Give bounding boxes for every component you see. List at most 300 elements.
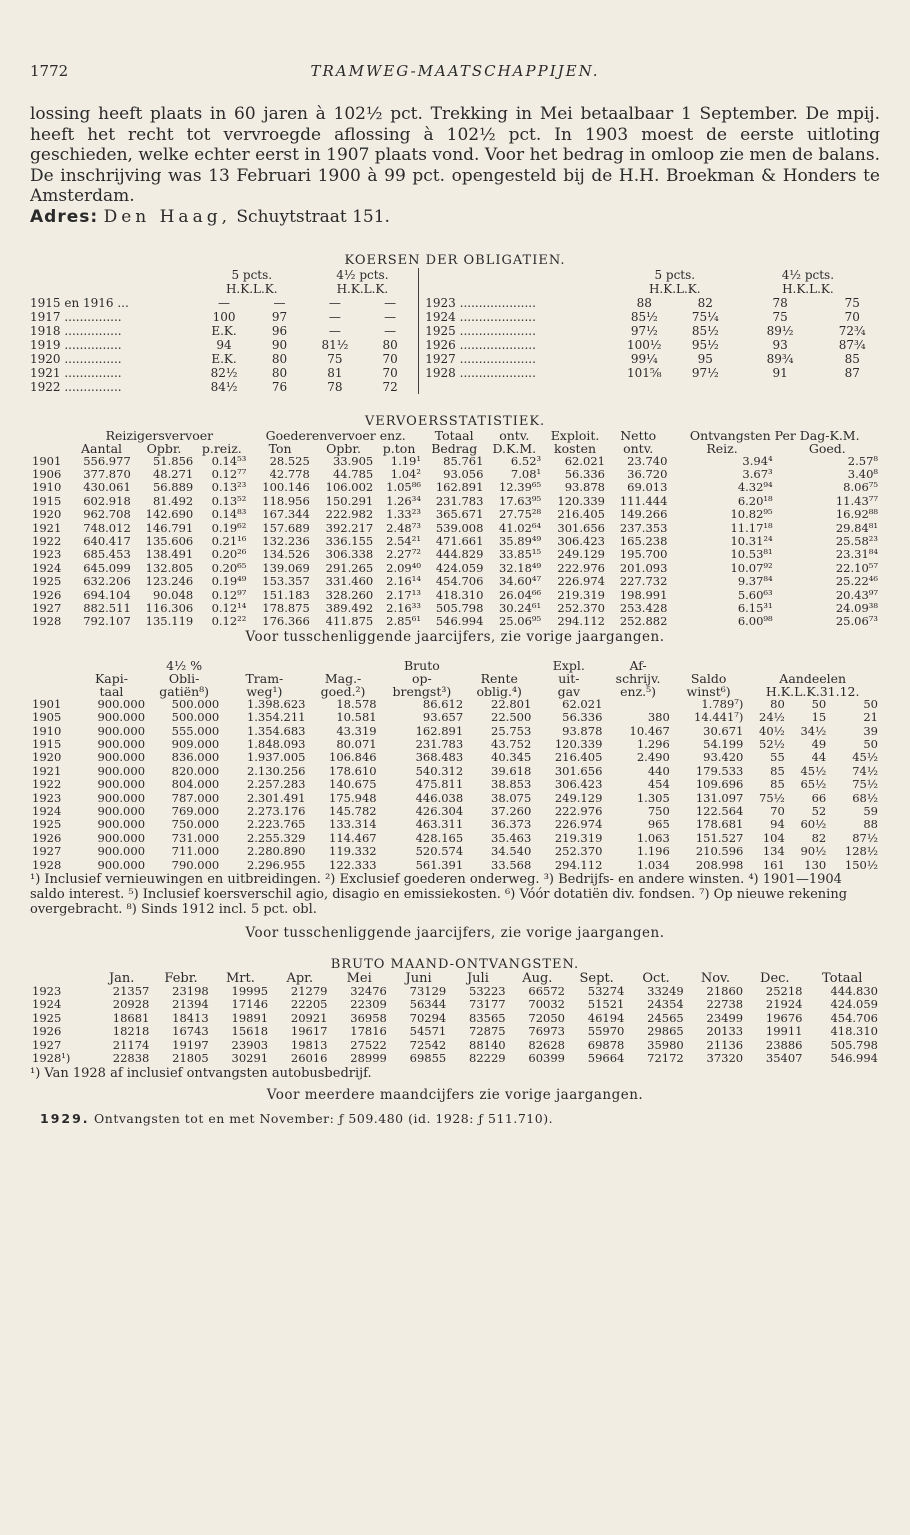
table-row <box>30 859 880 872</box>
table-cell: 2.16¹⁴ <box>386 574 421 589</box>
table-cell: 52½ <box>759 737 785 751</box>
table-cell: 711.000 <box>171 844 220 859</box>
table-row <box>30 602 880 615</box>
table-cell: 331.460 <box>325 574 374 589</box>
table-cell: 12.39⁶⁵ <box>498 480 542 495</box>
table-cell: 294.112 <box>554 857 603 872</box>
koersen-cell: — <box>328 309 341 324</box>
running-title: TRAMWEG-MAATSCHAPPIJEN. <box>310 62 600 80</box>
koersen-left-group-1: 5 pcts. <box>231 267 273 282</box>
table-cell: 900.000 <box>97 857 146 872</box>
table-cell: 632.206 <box>83 574 131 589</box>
maand-header: Juni <box>405 971 432 987</box>
table-cell: 28999 <box>350 1051 387 1066</box>
table-cell: 69.013 <box>627 480 668 495</box>
table-cell: 520.574 <box>415 844 464 859</box>
table-cell: 1920 <box>32 750 62 765</box>
vervoer-subheader: Ton <box>268 440 292 456</box>
table-cell: 2.301.491 <box>246 790 306 805</box>
table-cell: 21394 <box>172 997 209 1012</box>
table-cell: 10.53⁸¹ <box>730 547 773 562</box>
table-cell: 34.540 <box>491 844 532 859</box>
table-cell: 1926 <box>32 830 62 845</box>
table-cell: 24.09³⁸ <box>835 600 878 615</box>
table-cell: 909.000 <box>171 737 220 751</box>
table-cell: 426.304 <box>415 804 464 819</box>
table-cell: 1901 <box>32 696 62 711</box>
koersen-sub-3: H.K.L.K. <box>648 281 701 296</box>
table-cell: 0.20²⁶ <box>211 547 247 562</box>
kapitaal-header <box>30 672 76 685</box>
table-cell: 2.17¹³ <box>386 587 421 602</box>
table-cell: 208.998 <box>695 857 744 872</box>
maand-header: Mrt. <box>225 971 255 987</box>
table-cell: 162.891 <box>435 480 484 495</box>
table-cell: 21357 <box>112 984 150 999</box>
table-cell: 120.339 <box>554 737 603 751</box>
table-cell: 0.14⁵³ <box>211 453 247 468</box>
table-row <box>30 792 880 805</box>
table-cell: 22.10⁵⁷ <box>835 560 878 575</box>
table-cell: 882.511 <box>83 600 131 615</box>
kapitaal-header: brengst³) <box>392 683 452 699</box>
table-cell: 430.061 <box>83 480 131 495</box>
table-cell: 900.000 <box>97 830 146 845</box>
table-cell: 336.155 <box>325 533 374 548</box>
table-cell: 505.798 <box>435 600 484 615</box>
table-cell: 15 <box>811 710 827 725</box>
vervoer-subheader: Bedrag <box>431 440 478 456</box>
table-cell: 540.312 <box>415 763 464 778</box>
table-cell: 1928 <box>32 857 62 872</box>
maand-table <box>30 972 880 1065</box>
table-cell: 65½ <box>800 777 827 792</box>
kapitaal-header: taal <box>99 683 124 699</box>
table-cell: 226.974 <box>554 817 603 832</box>
table-cell: 44 <box>811 750 827 765</box>
table-cell: 555.000 <box>171 723 220 738</box>
maand-header: Febr. <box>164 971 198 987</box>
koersen-section <box>30 253 880 394</box>
kapitaal-header: Bruto <box>403 657 440 673</box>
table-cell: 132.805 <box>145 560 194 575</box>
koersen-cell: 84½ <box>210 379 238 394</box>
table-row <box>30 845 880 858</box>
table-cell: 291.265 <box>325 560 374 575</box>
table-cell: 19676 <box>765 1010 803 1025</box>
table-cell: 75½ <box>852 777 878 792</box>
table-cell: 46194 <box>587 1010 625 1025</box>
table-cell: 90.048 <box>152 587 194 602</box>
koersen-separator <box>418 380 425 394</box>
table-cell: 900.000 <box>97 696 146 711</box>
table-cell: 70032 <box>528 997 565 1012</box>
kapitaal-header <box>221 659 307 672</box>
vervoer-subheader: ontv. <box>623 440 654 456</box>
table-cell: 1921 <box>32 763 62 778</box>
table-cell: 22.801 <box>491 696 532 711</box>
table-cell: 62.021 <box>564 453 605 468</box>
vervoer-h-reizigers: Reizigersvervoer <box>105 427 214 443</box>
table-cell: 109.696 <box>695 777 744 792</box>
table-cell: 123.246 <box>145 574 194 589</box>
koersen-cell: 88 <box>636 295 652 310</box>
table-cell: 23.740 <box>627 453 668 468</box>
table-cell: 750 <box>647 804 670 819</box>
table-cell: 25.06⁹⁵ <box>498 614 542 629</box>
table-cell: 2.255.329 <box>246 830 306 845</box>
table-cell: 2.57⁸ <box>847 453 878 468</box>
table-cell: 93.056 <box>443 466 484 481</box>
table-cell: 475.811 <box>415 777 464 792</box>
kapitaal-header: goed.²) <box>320 683 366 699</box>
table-cell: 106.002 <box>325 480 374 495</box>
vervoer-subheader: Opbr. <box>326 440 361 456</box>
table-cell: 787.000 <box>171 790 220 805</box>
table-cell: 365.671 <box>435 507 484 522</box>
table-cell: 392.217 <box>325 520 374 535</box>
table-cell: 21805 <box>172 1051 209 1066</box>
table-cell: 30.24⁶¹ <box>498 600 542 615</box>
table-row <box>30 589 880 602</box>
table-cell: 1926 <box>32 587 62 602</box>
koersen-cell: 97 <box>271 309 288 324</box>
kapitaal-header: weg¹) <box>246 683 283 699</box>
table-cell: 134.526 <box>262 547 310 562</box>
table-cell: 1.354.211 <box>246 710 306 725</box>
kapitaal-header <box>745 659 880 672</box>
table-cell: 1928¹) <box>32 1051 71 1066</box>
table-cell: 43.752 <box>491 737 532 751</box>
table-cell: 237.353 <box>619 520 668 535</box>
table-cell: 74½ <box>852 763 878 778</box>
table-cell: 424.059 <box>435 560 484 575</box>
table-cell: 1910 <box>32 723 62 738</box>
koersen-year: 1925 .................... <box>425 323 536 338</box>
table-cell: 25.22⁴⁶ <box>835 574 878 589</box>
table-cell: 50 <box>863 696 878 711</box>
table-cell: 731.000 <box>171 830 220 845</box>
table-cell: 3.94⁴ <box>742 453 773 468</box>
koersen-cell: — <box>328 323 341 338</box>
koersen-row <box>30 324 880 338</box>
koersen-row <box>30 296 880 310</box>
table-cell: 1927 <box>32 600 62 615</box>
table-cell: 10.31²⁴ <box>730 533 773 548</box>
table-cell: 505.798 <box>830 1037 878 1052</box>
table-row <box>30 698 880 711</box>
table-cell: 226.974 <box>557 574 605 589</box>
table-cell: 55970 <box>587 1024 625 1039</box>
koersen-left-group-2: 4½ pcts. <box>336 267 389 282</box>
kapitaal-header: oblig.⁴) <box>476 683 522 699</box>
koersen-year: 1926 .................... <box>425 337 536 352</box>
table-cell: 142.690 <box>145 507 194 522</box>
table-cell: 32476 <box>350 984 387 999</box>
table-cell: 150½ <box>844 857 878 872</box>
table-cell: 561.391 <box>415 857 464 872</box>
koersen-cell: — <box>273 295 286 310</box>
table-cell: 68½ <box>852 790 878 805</box>
table-cell: 222.976 <box>554 804 603 819</box>
kapitaal-header: Af- <box>629 657 647 673</box>
table-cell: 88140 <box>469 1037 506 1052</box>
closing-line <box>30 1111 880 1126</box>
koersen-cell: 87¾ <box>838 337 866 352</box>
koersen-cell: — <box>384 323 397 338</box>
table-cell: 1924 <box>32 560 62 575</box>
table-cell: 2.09⁴⁰ <box>386 560 421 575</box>
table-cell: 21279 <box>290 984 328 999</box>
table-cell: 80 <box>770 696 785 711</box>
table-cell: 34½ <box>800 723 827 738</box>
table-cell: 50 <box>811 696 827 711</box>
koersen-cell: 97½ <box>630 323 658 338</box>
koersen-cell: 94 <box>216 337 232 352</box>
table-cell: 1910 <box>32 480 62 495</box>
table-cell: 40½ <box>759 723 785 738</box>
table-cell: 45½ <box>800 763 827 778</box>
table-cell: 54.199 <box>703 737 744 751</box>
kapitaal-table <box>30 659 880 872</box>
koersen-cell: 89¾ <box>766 351 794 366</box>
table-cell: 2.48⁷³ <box>386 520 421 535</box>
table-cell: 14.441⁷) <box>694 710 744 725</box>
table-cell: 4.32⁹⁴ <box>737 480 773 495</box>
table-cell: 35.89⁴⁹ <box>498 533 542 548</box>
table-cell: 15618 <box>231 1024 269 1039</box>
kapitaal-header: Obli- <box>168 670 200 686</box>
table-cell: 962.708 <box>83 507 131 522</box>
table-cell: 20133 <box>706 1024 744 1039</box>
koersen-cell: E.K. <box>211 323 237 338</box>
table-cell: 19813 <box>290 1037 328 1052</box>
table-cell: 88 <box>863 817 878 832</box>
table-cell: 19891 <box>231 1010 269 1025</box>
table-cell: 306.423 <box>557 533 605 548</box>
table-cell: 59 <box>863 804 878 819</box>
vervoer-subheader <box>30 442 70 455</box>
kapitaal-header: H.K.L.K.31.12. <box>765 683 860 699</box>
koersen-cell: 87 <box>844 365 860 380</box>
table-cell: 2.273.176 <box>246 804 306 819</box>
table-cell: 377.870 <box>83 466 131 481</box>
table-cell: 645.099 <box>83 560 131 575</box>
table-cell: 1921 <box>32 520 62 535</box>
table-cell: 25.58²³ <box>835 533 878 548</box>
koersen-cell: 78 <box>772 295 788 310</box>
table-cell: 10.82⁹⁵ <box>730 507 773 522</box>
table-cell: 50 <box>863 737 878 751</box>
table-cell: 130 <box>804 857 827 872</box>
table-cell: 1.063 <box>636 830 670 845</box>
table-cell: 53223 <box>469 984 506 999</box>
table-cell: 2.27⁷² <box>386 547 421 562</box>
table-cell: 19197 <box>172 1037 209 1052</box>
table-cell: 1.398.623 <box>246 696 306 711</box>
table-cell: 1923 <box>32 790 62 805</box>
table-cell: 38.075 <box>491 790 532 805</box>
kapitaal-header-row <box>30 659 880 672</box>
table-cell: 227.732 <box>619 574 668 589</box>
table-row <box>30 522 880 535</box>
table-cell: 0.12⁹⁷ <box>211 587 247 602</box>
table-cell: 900.000 <box>97 763 146 778</box>
maand-section <box>30 957 880 1102</box>
table-cell: 82229 <box>469 1051 506 1066</box>
table-cell: 161 <box>762 857 785 872</box>
table-cell: 1927 <box>32 844 62 859</box>
table-cell: 140.675 <box>329 777 377 792</box>
kapitaal-header: 4½ % <box>166 657 203 673</box>
table-cell: 3.40⁸ <box>847 466 878 481</box>
table-cell: 21174 <box>112 1037 150 1052</box>
table-cell: 34.60⁴⁷ <box>498 574 542 589</box>
table-cell: 1927 <box>32 1037 62 1052</box>
table-cell: 210.596 <box>695 844 744 859</box>
maand-header: Apr. <box>286 971 314 987</box>
koersen-cell: 97½ <box>691 365 719 380</box>
table-cell: 900.000 <box>97 750 146 765</box>
table-cell: 750.000 <box>171 817 220 832</box>
vervoer-subheader: kosten <box>554 440 597 456</box>
table-cell: 1.937.005 <box>246 750 306 765</box>
table-cell: 1915 <box>32 737 62 751</box>
table-cell: 20928 <box>112 997 150 1012</box>
koersen-cell: 72¾ <box>838 323 866 338</box>
koersen-cell: — <box>384 309 397 324</box>
table-cell: 965 <box>647 817 670 832</box>
table-cell: 1.305 <box>636 790 670 805</box>
table-cell: 1923 <box>32 984 62 999</box>
table-cell: 106.846 <box>329 750 377 765</box>
table-cell: 48.271 <box>152 466 194 481</box>
table-row <box>30 1039 880 1052</box>
table-cell: 51.856 <box>152 453 194 468</box>
koersen-year: 1928 .................... <box>425 365 536 380</box>
table-cell: 18413 <box>172 1010 209 1025</box>
table-cell: 18.578 <box>336 696 377 711</box>
koersen-separator <box>418 296 425 310</box>
table-cell: 216.405 <box>554 750 603 765</box>
table-cell: 93.878 <box>562 723 603 738</box>
koersen-year: 1922 ............... <box>30 379 122 394</box>
table-cell: 54571 <box>409 1024 447 1039</box>
table-cell: 1925 <box>32 574 62 589</box>
table-cell: 73129 <box>409 984 447 999</box>
table-cell: 175.948 <box>329 790 377 805</box>
table-cell: 17146 <box>231 997 269 1012</box>
table-cell: 1.848.093 <box>246 737 306 751</box>
table-cell: 76973 <box>528 1024 565 1039</box>
table-cell: 8.06⁷⁵ <box>843 480 878 495</box>
table-cell: 20.43⁹⁷ <box>835 587 878 602</box>
table-row <box>30 455 880 468</box>
table-cell: 301.656 <box>554 763 603 778</box>
koersen-cell: 80 <box>382 337 398 352</box>
kapitaal-header <box>30 659 76 672</box>
table-cell: 22738 <box>706 997 744 1012</box>
table-cell: 2.85⁶¹ <box>386 614 421 629</box>
table-cell: 36958 <box>350 1010 387 1025</box>
table-cell: 167.344 <box>262 507 310 522</box>
table-cell: 69855 <box>409 1051 447 1066</box>
table-row <box>30 711 880 724</box>
table-cell: 131.097 <box>695 790 744 805</box>
table-cell: 0.12⁷⁷ <box>211 466 247 481</box>
koersen-sub-2: H.K.L.K. <box>336 281 389 296</box>
kapitaal-header-row <box>30 685 880 698</box>
kapitaal-header: uit- <box>558 670 580 686</box>
table-cell: 122.333 <box>329 857 377 872</box>
table-cell: 11.17¹⁸ <box>730 520 773 535</box>
kapitaal-note: Voor tusschenliggende jaarcijfers, zie vorige jaargangen. <box>245 925 665 942</box>
table-cell: 114.467 <box>329 830 377 845</box>
table-cell: 1906 <box>32 466 62 481</box>
kapitaal-header: winst⁶) <box>686 683 731 699</box>
table-cell: 134 <box>762 844 785 859</box>
table-cell: 49 <box>811 737 827 751</box>
table-cell: 640.417 <box>83 533 131 548</box>
table-cell: 162.891 <box>415 723 464 738</box>
table-cell: 0.20⁶⁵ <box>211 560 247 575</box>
table-cell: 301.656 <box>557 520 605 535</box>
table-cell: 39 <box>863 723 878 738</box>
table-cell: 24565 <box>647 1010 684 1025</box>
table-cell: 82 <box>811 830 827 845</box>
koersen-cell: 100½ <box>627 337 662 352</box>
maand-header: Oct. <box>642 971 670 987</box>
kapitaal-header: schrijv. <box>615 670 661 686</box>
table-cell: 380 <box>647 710 670 725</box>
table-cell: 120.339 <box>557 493 605 508</box>
table-cell: 39.618 <box>491 763 532 778</box>
table-cell: 446.038 <box>415 790 464 805</box>
maand-title: BRUTO MAAND-ONTVANGSTEN. <box>330 957 580 973</box>
koersen-year: 1927 .................... <box>425 351 536 366</box>
table-cell: 24354 <box>647 997 684 1012</box>
koersen-row <box>30 366 880 380</box>
maand-note: Voor meerdere maandcijfers zie vorige jaargangen. <box>266 1086 644 1103</box>
table-cell: 56.336 <box>562 710 603 725</box>
table-cell: 139.069 <box>262 560 310 575</box>
kapitaal-header: op- <box>411 670 432 686</box>
table-cell: 122.564 <box>695 804 744 819</box>
table-cell: 30291 <box>231 1051 269 1066</box>
table-cell: 18681 <box>112 1010 150 1025</box>
page <box>30 0 880 1126</box>
koersen-cell: 70 <box>844 309 860 324</box>
table-cell: 19995 <box>231 984 269 999</box>
kapitaal-header: Aandeelen <box>779 670 847 686</box>
kapitaal-section <box>30 659 880 941</box>
table-cell: 157.689 <box>262 520 310 535</box>
maand-header: Aug. <box>522 971 553 987</box>
table-cell: 748.012 <box>83 520 131 535</box>
koersen-cell: 75¼ <box>691 309 719 324</box>
koersen-cell <box>675 380 736 394</box>
table-row <box>30 481 880 494</box>
koersen-cell <box>824 380 880 394</box>
table-cell: 306.423 <box>554 777 603 792</box>
koersen-row <box>30 338 880 352</box>
table-cell: 10.07⁹² <box>730 560 773 575</box>
table-cell: 23198 <box>172 984 209 999</box>
table-cell: 7.08¹ <box>510 466 542 481</box>
table-cell: 0.13²³ <box>211 480 247 495</box>
table-cell: 100.146 <box>262 480 310 495</box>
table-cell: 3.67³ <box>742 466 773 481</box>
